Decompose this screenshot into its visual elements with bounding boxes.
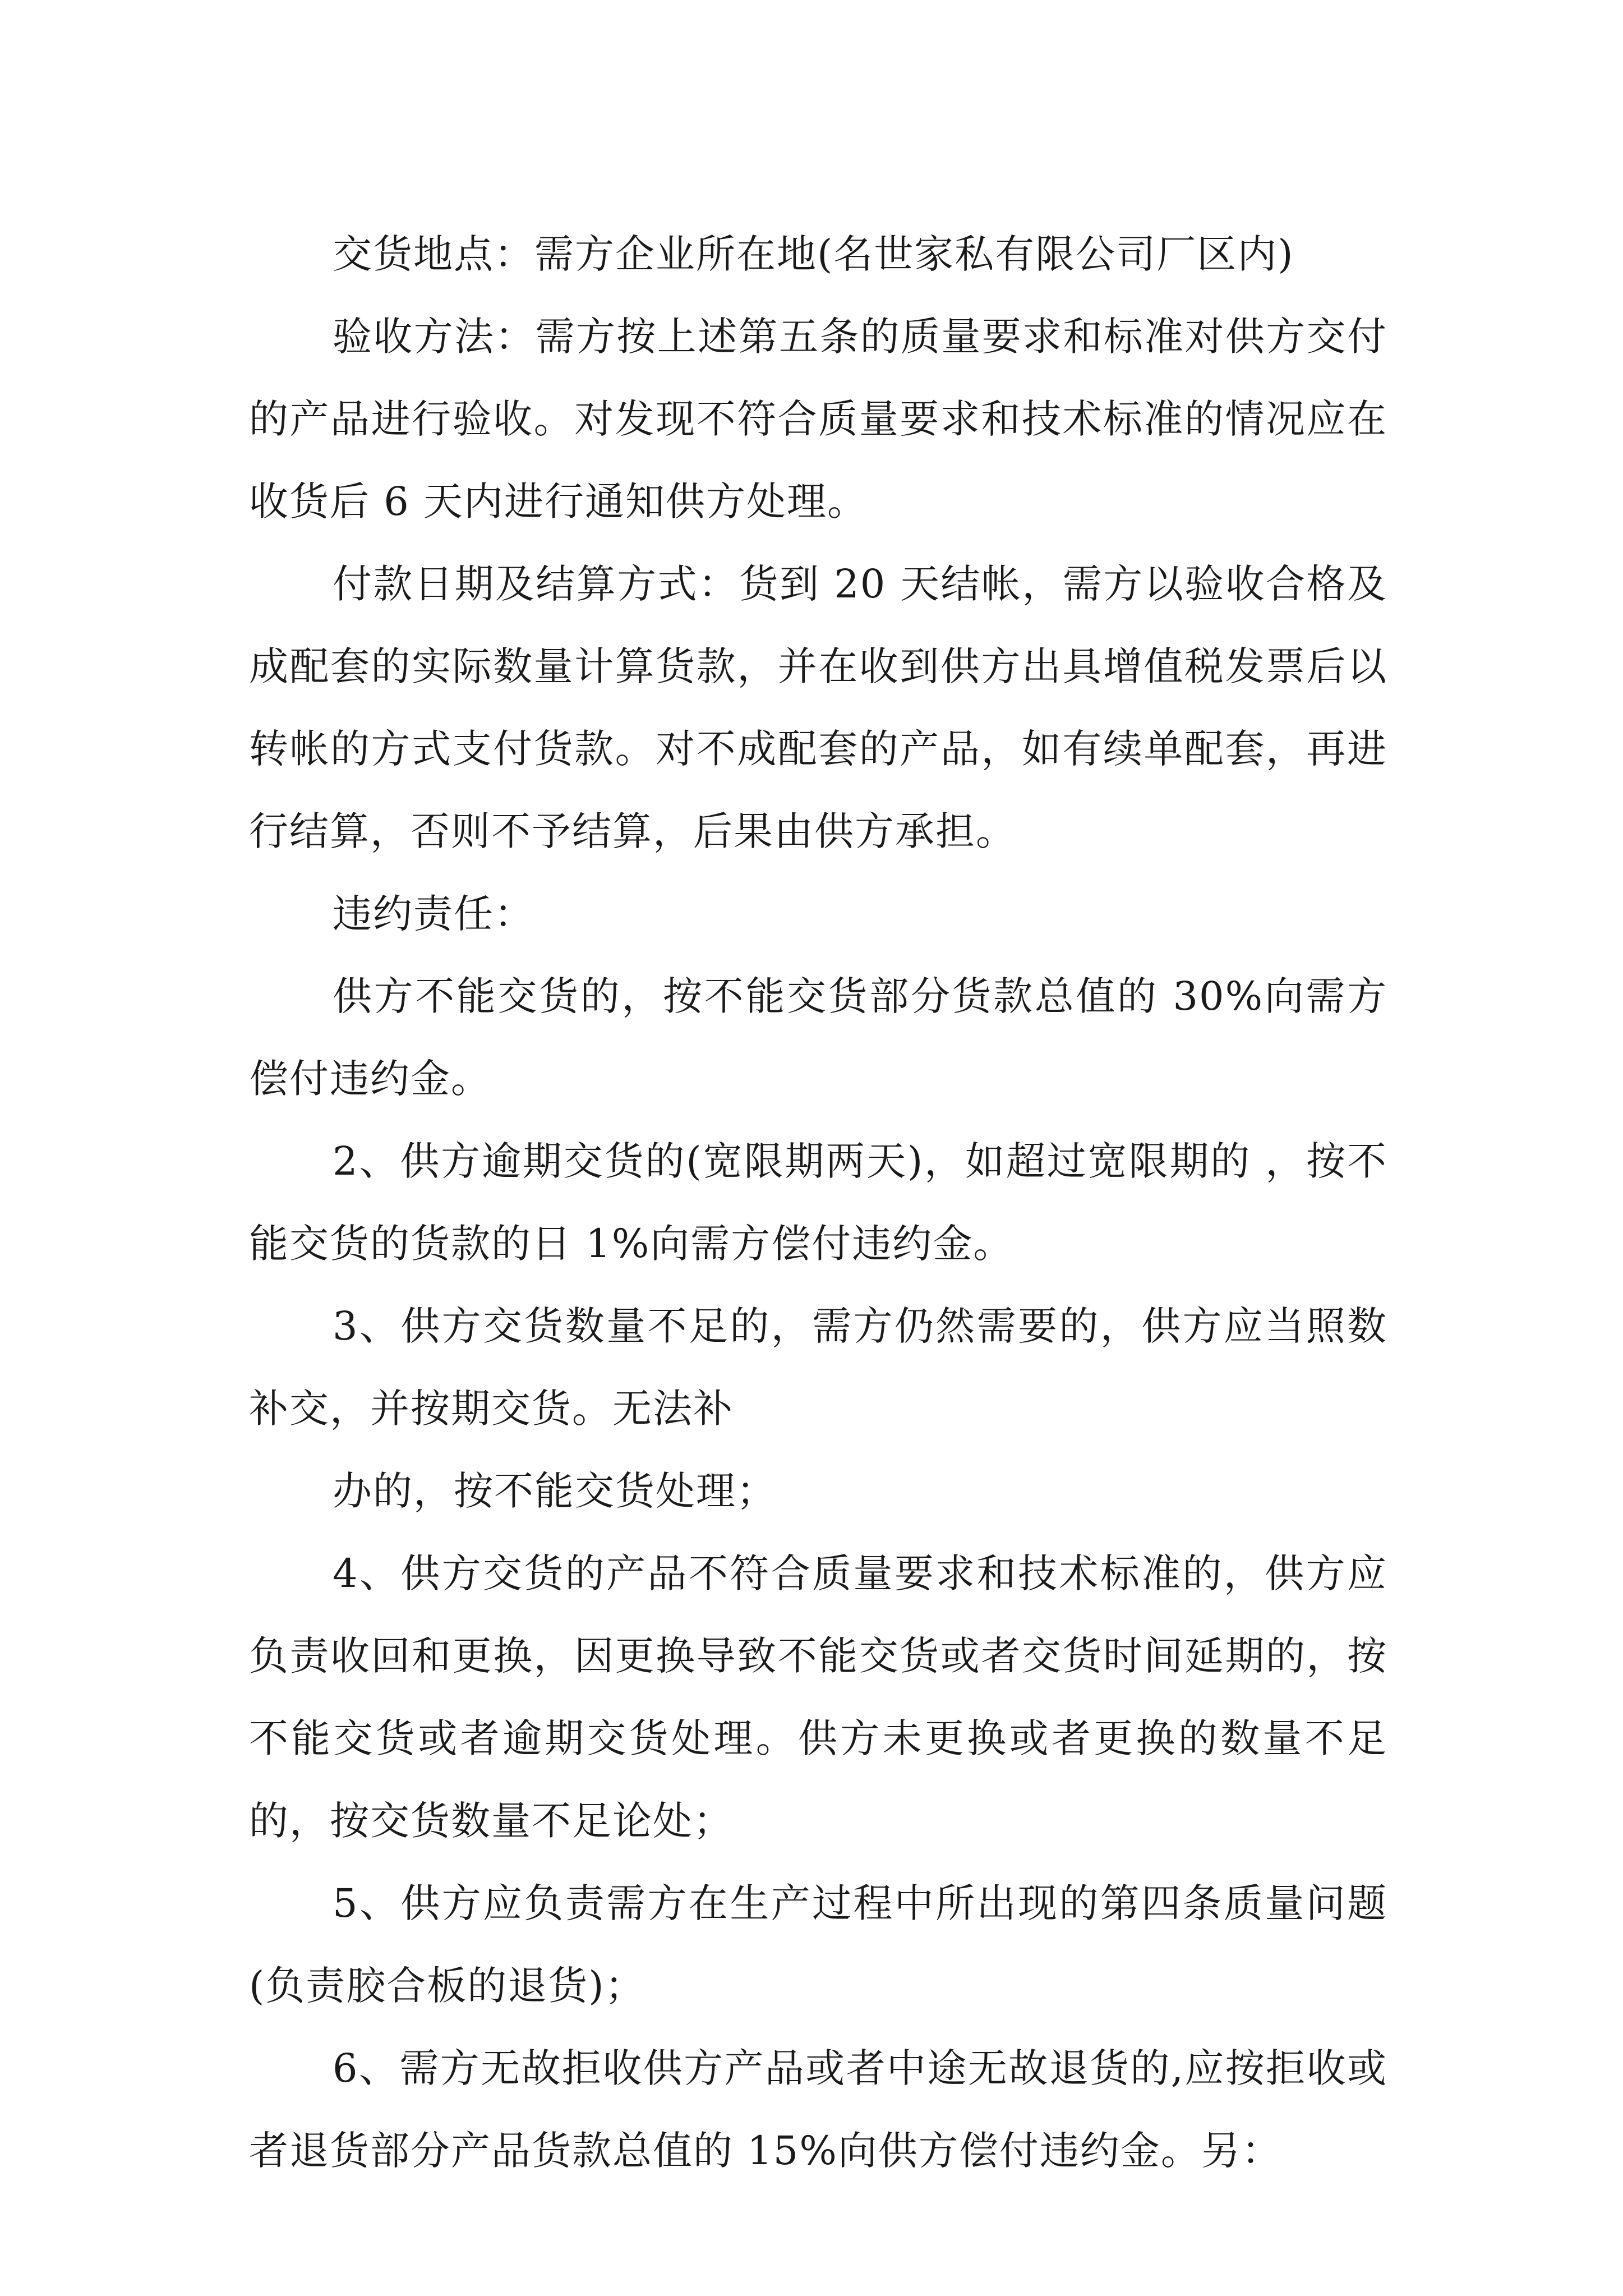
paragraph-breach-item-6: 6、需方无故拒收供方产品或者中途无故退货的,应按拒收或者退货部分产品货款总值的 15%向供方偿付违约金。另： (249, 2045, 1387, 2174)
paragraph-delivery-location: 交货地点：需方企业所在地(名世家私有限公司厂区内) (333, 231, 1294, 277)
paragraph-acceptance-method: 验收方法：需方按上述第五条的质量要求和标准对供方交付的产品进行验收。对发现不符合质量要求和技术标准的情况应在收货后 6 天内进行通知供方处理。 (249, 314, 1387, 524)
paragraph-breach-item-3: 3、供方交货数量不足的，需方仍然需要的，供方应当照数补交，并按期交货。无法补 (249, 1303, 1387, 1432)
paragraph-breach-item-1: 供方不能交货的，按不能交货部分货款总值的 30%向需方偿付违约金。 (249, 973, 1387, 1102)
paragraph-breach-item-3-cont: 办的，按不能交货处理； (333, 1468, 777, 1514)
paragraph-breach-item-2: 2、供方逾期交货的(宽限期两天)，如超过宽限期的 ，按不能交货的货款的日 1%向需方偿付违约金。 (249, 1138, 1387, 1267)
paragraph-breach-heading: 违约责任： (333, 891, 534, 937)
document-body (249, 213, 1387, 2192)
paragraph-breach-item-5: 5、供方应负责需方在生产过程中所出现的第四条质量问题(负责胶合板的退货)； (249, 1880, 1387, 2009)
paragraph-payment-terms: 付款日期及结算方式：货到 20 天结帐，需方以验收合格及成配套的实际数量计算货款，并在收到供方出具增值税发票后以转帐的方式支付货款。对不成配套的产品，如有续单配套，再进行结算，否则不予结算，后果由供方承担。 (249, 561, 1387, 854)
paragraph-breach-item-4: 4、供方交货的产品不符合质量要求和技术标准的，供方应负责收回和更换，因更换导致不能交货或者交货时间延期的，按不能交货或者逾期交货处理。供方未更换或者更换的数量不足的，按交货数量不足论处； (249, 1550, 1387, 1844)
